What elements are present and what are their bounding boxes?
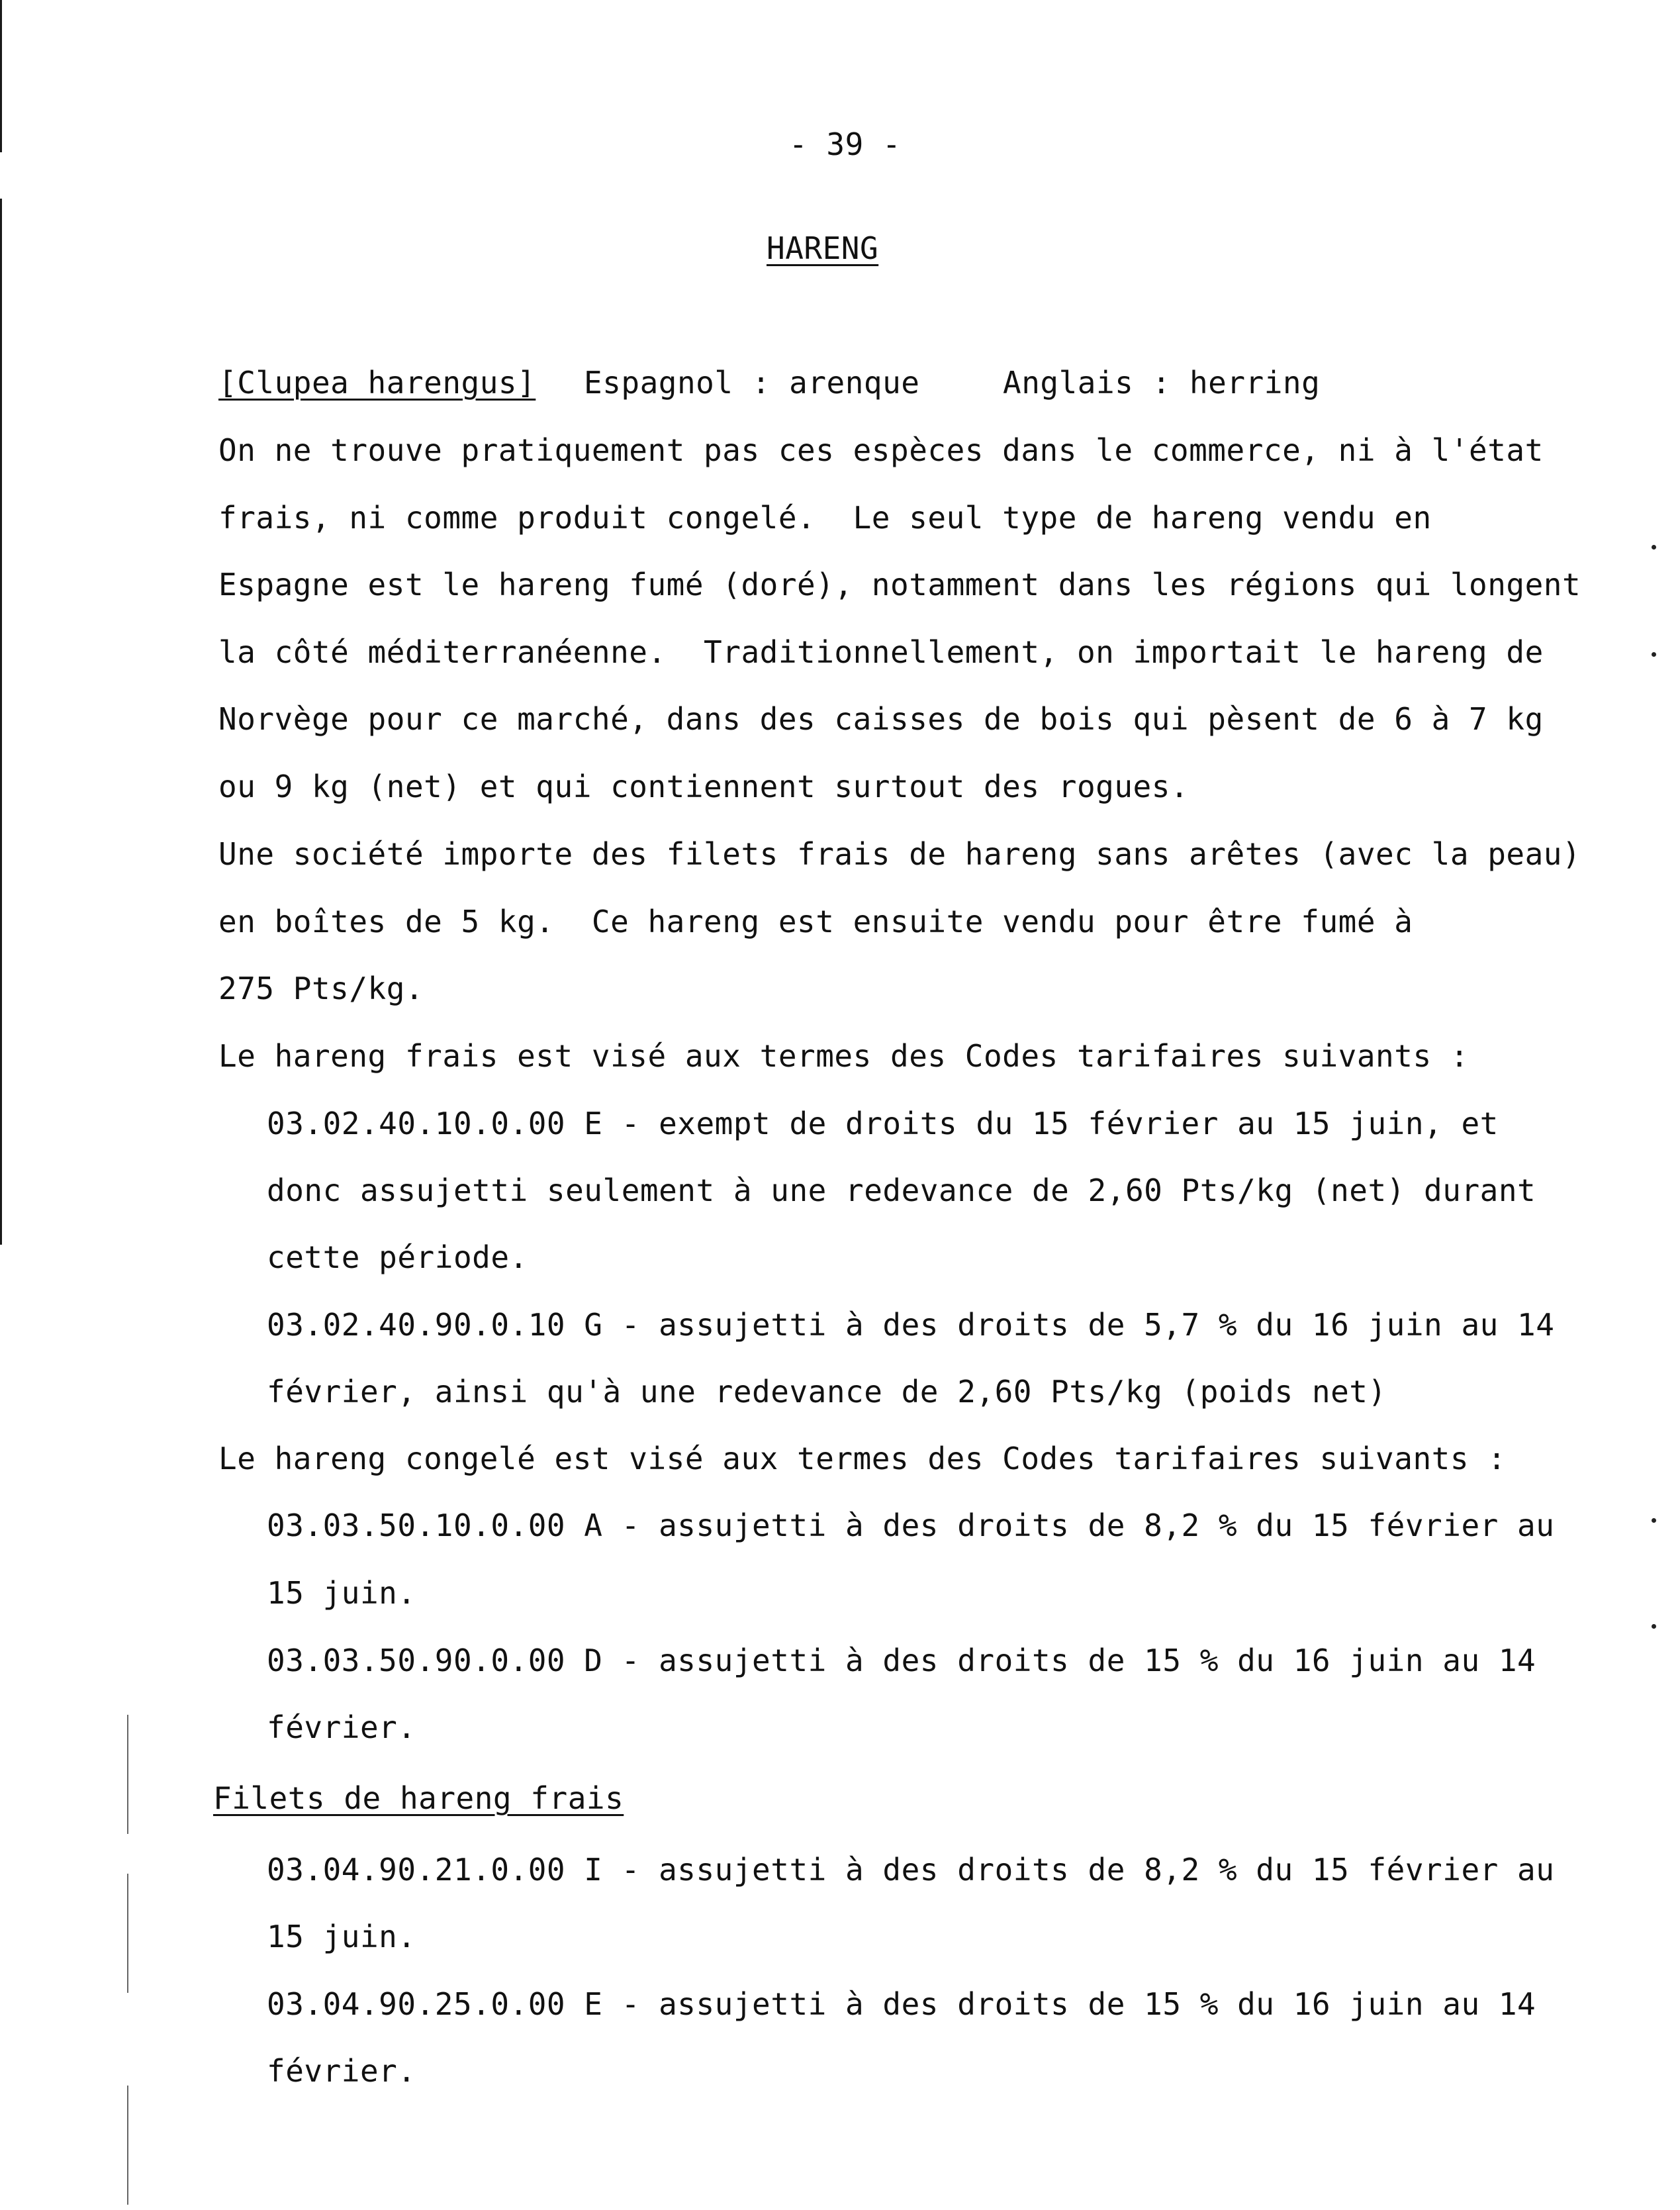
spanish-name: Espagnol : arenque — [584, 365, 920, 401]
scan-speck — [1652, 1518, 1656, 1523]
tariff-code-line: 03.02.40.90.0.10 G - assujetti à des droits de 5,7 % du 16 juin au 14 — [267, 1307, 1555, 1343]
paragraph-line: On ne trouve pratiquement pas ces espèces dans le commerce, ni à l'état — [218, 432, 1544, 468]
scan-edge-mark — [0, 199, 2, 1245]
tariff-code-line: 03.03.50.10.0.00 A - assujetti à des droits de 8,2 % du 15 février au — [267, 1508, 1555, 1543]
tariff-code-line: 15 juin. — [267, 1919, 416, 1954]
paragraph-line: ou 9 kg (net) et qui contiennent surtout des rogues. — [218, 769, 1190, 804]
tariff-code-line: 03.02.40.10.0.00 E - exempt de droits du 15 février au 15 juin, et — [267, 1106, 1499, 1141]
paragraph-line: frais, ni comme produit congelé. Le seul type de hareng vendu en — [218, 500, 1432, 536]
scan-speck — [1652, 1624, 1656, 1629]
paragraph-line: en boîtes de 5 kg. Ce hareng est ensuite vendu pour être fumé à — [218, 904, 1413, 939]
paragraph-line: Norvège pour ce marché, dans des caisses de bois qui pèsent de 6 à 7 kg — [218, 701, 1544, 737]
paragraph-line: 275 Pts/kg. — [218, 971, 424, 1006]
scan-speck — [1652, 652, 1656, 657]
page-title: HARENG — [767, 230, 879, 266]
page-number: - 39 - — [789, 126, 902, 162]
fillets-heading: Filets de hareng frais — [213, 1780, 624, 1816]
scan-edge-mark — [127, 1874, 128, 1993]
tariff-code-line: cette période. — [267, 1239, 528, 1275]
frozen-intro: Le hareng congelé est visé aux termes des Codes tarifaires suivants : — [218, 1441, 1507, 1476]
latin-name: [Clupea harengus] — [218, 365, 536, 401]
scan-speck — [1652, 545, 1656, 550]
scan-edge-mark — [127, 2086, 128, 2205]
tariff-code-line: donc assujetti seulement à une redevance de 2,60 Pts/kg (net) durant — [267, 1173, 1536, 1208]
paragraph-line: Une société importe des filets frais de hareng sans arêtes (avec la peau) — [218, 836, 1581, 872]
tariff-code-line: 03.04.90.21.0.00 I - assujetti à des droits de 8,2 % du 15 février au — [267, 1852, 1555, 1888]
scan-edge-mark — [127, 1715, 128, 1834]
tariff-code-line: 15 juin. — [267, 1575, 416, 1611]
scan-edge-mark — [0, 0, 2, 152]
fresh-intro: Le hareng frais est visé aux termes des Codes tarifaires suivants : — [218, 1038, 1470, 1074]
tariff-code-line: février, ainsi qu'à une redevance de 2,60 Pts/kg (poids net) — [267, 1374, 1387, 1410]
tariff-code-line: février. — [267, 1709, 416, 1745]
tariff-code-line: 03.03.50.90.0.00 D - assujetti à des droits de 15 % du 16 juin au 14 — [267, 1643, 1536, 1678]
paragraph-line: la côté méditerranéenne. Traditionnellement, on importait le hareng de — [218, 634, 1544, 670]
tariff-code-line: février. — [267, 2053, 416, 2089]
english-name: Anglais : herring — [1003, 365, 1321, 401]
tariff-code-line: 03.04.90.25.0.00 E - assujetti à des droits de 15 % du 16 juin au 14 — [267, 1986, 1536, 2022]
paragraph-line: Espagne est le hareng fumé (doré), notamment dans les régions qui longent — [218, 567, 1581, 602]
